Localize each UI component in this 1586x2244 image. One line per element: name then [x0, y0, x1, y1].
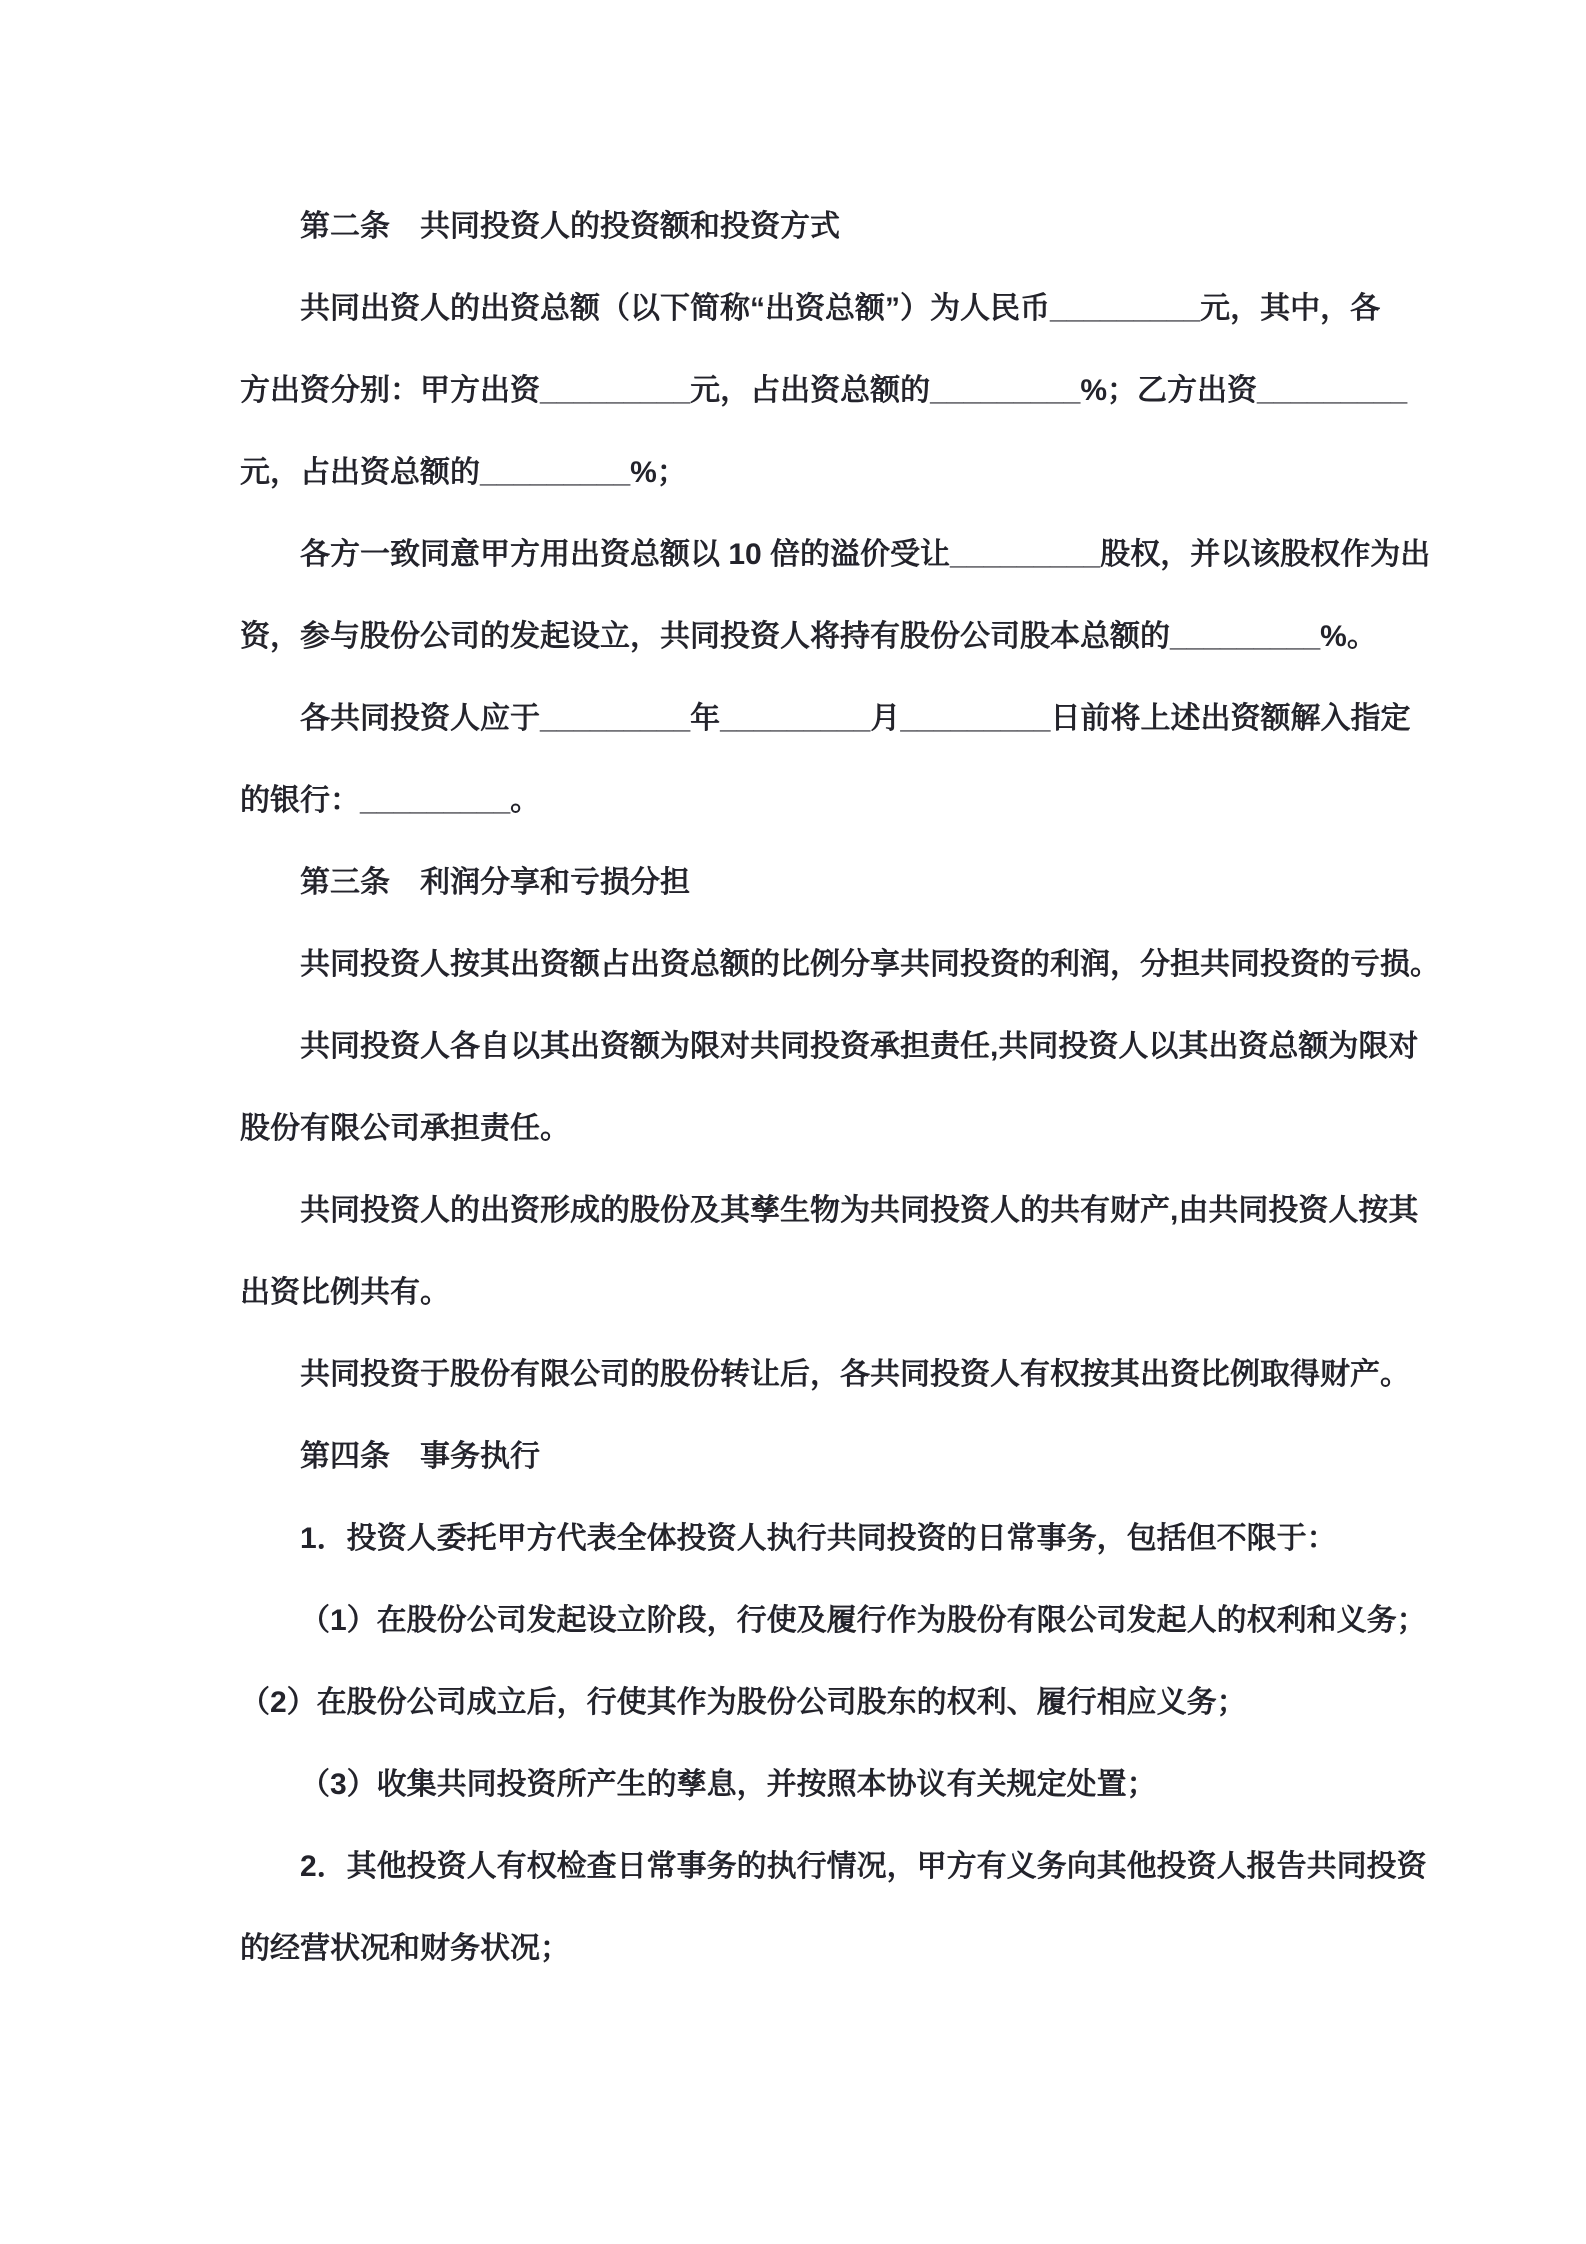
- document-line: （2）在股份公司成立后，行使其作为股份公司股东的权利、履行相应义务；: [240, 1686, 1247, 1719]
- document-content: [240, 186, 1440, 1990]
- document-line: 元，占出资总额的_________%；: [240, 456, 687, 489]
- document-line: 1．投资人委托甲方代表全体投资人执行共同投资的日常事务，包括但不限于：: [300, 1522, 1337, 1555]
- document-line: 方出资分别：甲方出资_________元，占出资总额的_________%；乙方出资_________: [240, 374, 1408, 407]
- document-line: 2．其他投资人有权检查日常事务的执行情况，甲方有义务向其他投资人报告共同投资: [300, 1850, 1427, 1883]
- document-line: 各共同投资人应于_________年_________月_________日前将上述出资额解入指定: [300, 702, 1411, 735]
- document-line: 共同投资人的出资形成的股份及其孳生物为共同投资人的共有财产,由共同投资人按其: [300, 1194, 1419, 1227]
- document-line: （1）在股份公司发起设立阶段，行使及履行作为股份有限公司发起人的权利和义务；: [300, 1604, 1427, 1637]
- document-line: 的经营状况和财务状况；: [240, 1932, 570, 1965]
- document-line: 共同投资人按其出资额占出资总额的比例分享共同投资的利润，分担共同投资的亏损。: [300, 948, 1440, 981]
- section-heading: 第二条 共同投资人的投资额和投资方式: [300, 210, 840, 243]
- document-line: 的银行：_________。: [240, 784, 541, 817]
- document-line: （3）收集共同投资所产生的孳息，并按照本协议有关规定处置；: [300, 1768, 1157, 1801]
- section-heading: 第四条 事务执行: [300, 1440, 540, 1473]
- document-line: 共同投资于股份有限公司的股份转让后，各共同投资人有权按其出资比例取得财产。: [300, 1358, 1410, 1391]
- section-heading: 第三条 利润分享和亏损分担: [300, 866, 690, 899]
- document-line: 股份有限公司承担责任。: [240, 1112, 570, 1145]
- document-line: 共同投资人各自以其出资额为限对共同投资承担责任,共同投资人以其出资总额为限对: [300, 1030, 1419, 1063]
- document-line: 资，参与股份公司的发起设立，共同投资人将持有股份公司股本总额的_________%。: [240, 620, 1377, 653]
- document-line: 共同出资人的出资总额（以下简称“出资总额”）为人民币_________元，其中，各: [300, 292, 1381, 325]
- document-line: 各方一致同意甲方用出资总额以 10 倍的溢价受让_________股权，并以该股权作为出: [300, 538, 1431, 571]
- document-line: 出资比例共有。: [240, 1276, 450, 1309]
